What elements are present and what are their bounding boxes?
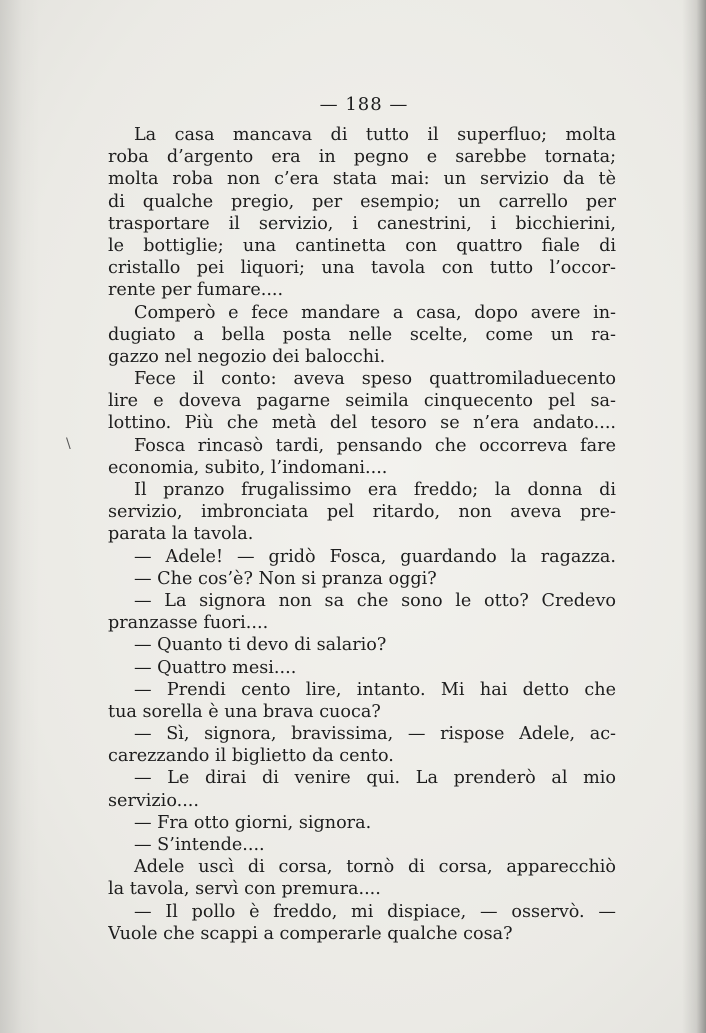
text-line: — Che cos’è? Non si pranza oggi? [134,568,437,589]
text-line: — Le dirai di venire qui. La prenderò al mio [134,768,616,789]
body-text [108,124,616,945]
text-line: — Sì, signora, bravissima, — rispose Adele, ac- [134,724,616,745]
text-line: — S’intende.... [134,835,265,855]
text-line: — Adele! — gridò Fosca, guardando la ragazza. [134,546,616,567]
text-line: le bottiglie; una cantinetta con quattro fiale di [108,235,616,256]
text-line: — La signora non sa che sono le otto? Credevo [134,590,616,611]
text-line: la tavola, servì con premura.... [108,879,381,900]
margin-mark: \ [66,436,71,452]
text-line: pranzasse fuori.... [108,613,269,634]
text-line: gazzo nel negozio dei balocchi. [108,346,386,367]
text-line: lottino. Più che metà del tesoro se n’era andato.... [108,413,616,434]
text-line: Comperò e fece mandare a casa, dopo avere in- [134,302,616,323]
text-line: molta roba non c’era stata mai: un servizio da tè [108,169,616,190]
text-line: dugiato a bella posta nelle scelte, come un ra- [108,324,616,345]
text-line: roba d’argento era in pegno e sarebbe tornata; [108,147,616,168]
text-line: Adele uscì di corsa, tornò di corsa, apparecchiò [134,857,616,878]
text-line: — Quanto ti devo di salario? [134,635,387,656]
text-line: cristallo pei liquori; una tavola con tutto l’occor- [108,258,616,279]
text-line: servizio, imbronciata pel ritardo, non aveva pre- [108,502,616,523]
text-line: parata la tavola. [108,524,254,545]
text-line: lire e doveva pagarne seimila cinquecento pel sa- [108,391,616,412]
text-line: — Quattro mesi.... [134,657,297,678]
text-line: Fece il conto: aveva speso quattromiladuecento [134,369,616,390]
text-line: rente per fumare.... [108,280,284,301]
page-gutter-shadow [682,0,706,1033]
text-line: La casa mancava di tutto il superfluo; molta [134,125,616,145]
text-line: trasportare il servizio, i canestrini, i bicchierini, [108,213,616,234]
text-line: — Fra otto giorni, signora. [134,812,372,833]
text-line: servizio.... [108,790,199,811]
text-line: — Il pollo è freddo, mi dispiace, — osservò. — [134,901,616,922]
text-line: — Prendi cento lire, intanto. Mi hai detto che [134,679,616,700]
text-line: Il pranzo frugalissimo era freddo; la donna di [134,480,616,500]
text-line: carezzando il biglietto da cento. [108,746,394,767]
text-line: di qualche pregio, per esempio; un carrello per [108,191,616,212]
text-line: Vuole che scappi a comperarle qualche cosa? [108,923,513,944]
text-line: economia, subito, l’indomani.... [108,457,388,478]
page-number: — 188 — [319,94,409,115]
text-line: Fosca rincasò tardi, pensando che occorreva fare [134,435,616,456]
text-line: tua sorella è una brava cuoca? [108,701,381,722]
